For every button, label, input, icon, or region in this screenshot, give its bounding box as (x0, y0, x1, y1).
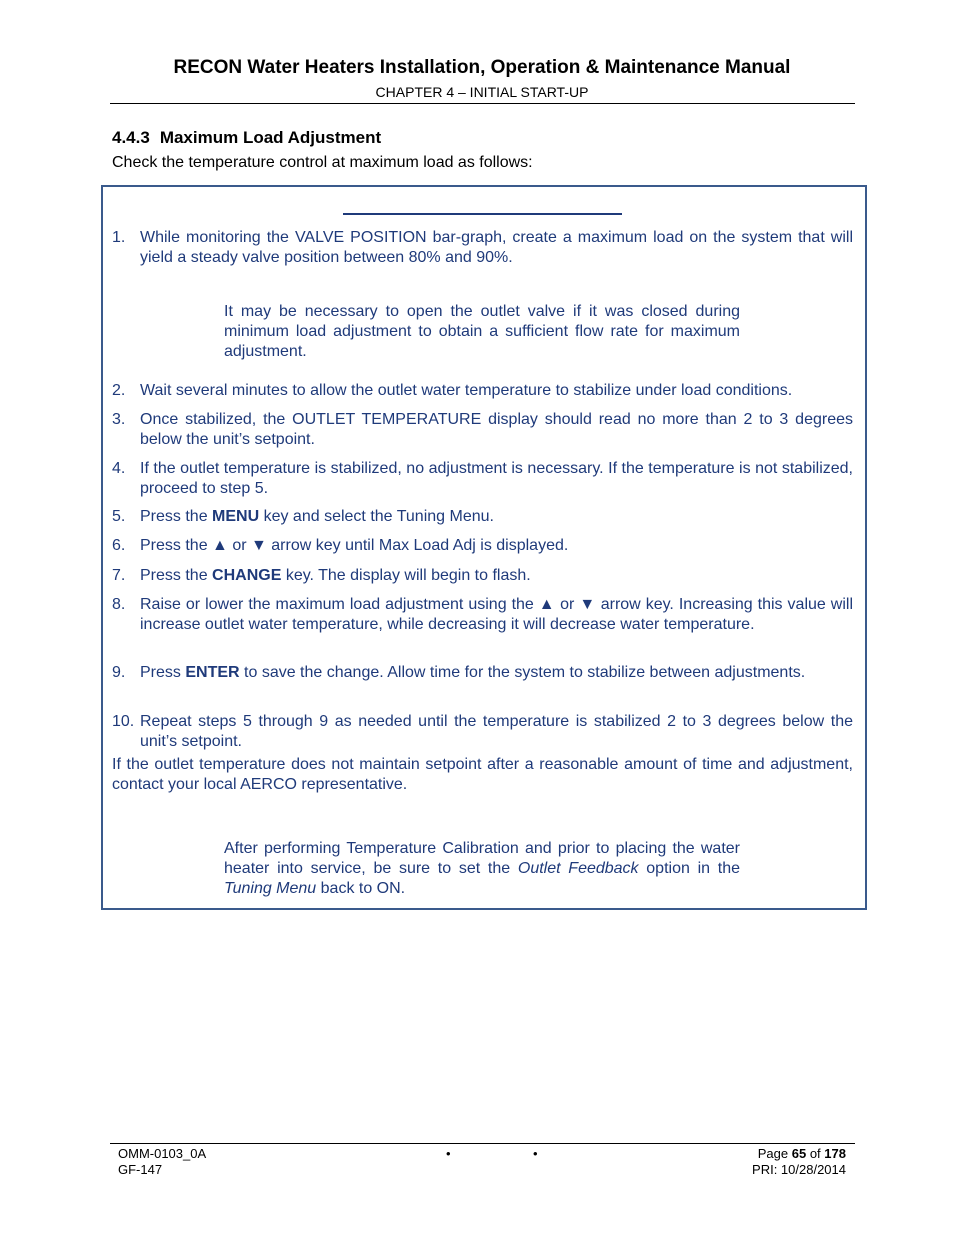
closing-paragraph: If the outlet temperature does not maintain setpoint after a reasonable amount of time and adjustment, contact your local AERCO representative. (112, 756, 853, 793)
step-text: Press the MENU key and select the Tuning Menu. (140, 508, 494, 525)
step-number: 2. (112, 382, 126, 399)
footer-doc-number: OMM-0103_0A (118, 1146, 207, 1161)
step-number: 9. (112, 664, 126, 681)
step-text: If the outlet temperature is stabilized, no adjustment is necessary. If the temperature is not stabilized, proceed to step 5. (140, 460, 853, 497)
footer-bullet-left: • (446, 1146, 451, 1161)
menu-key-label: MENU (212, 508, 260, 525)
section-heading (112, 127, 381, 148)
enter-key-label: ENTER (185, 664, 240, 681)
step-4 (112, 459, 853, 498)
outlet-valve-note: It may be necessary to open the outlet valve if it was closed during minimum load adjustment to obtain a sufficient flow rate for maximum adjustment. (224, 303, 740, 360)
step-text: Repeat steps 5 through 9 as needed until the temperature is stabilized 2 to 3 degrees below the unit’s setpoint. (140, 713, 853, 750)
step-5 (112, 507, 853, 527)
step-text: Press the CHANGE key. The display will begin to flash. (140, 567, 531, 584)
box-title-rule (343, 213, 622, 215)
step-number: 8. (112, 596, 126, 613)
header-rule (110, 103, 855, 104)
section-title: Maximum Load Adjustment (159, 128, 382, 147)
manual-title: RECON Water Heaters Installation, Operation & Maintenance Manual (173, 57, 791, 78)
footer-pri-date: PRI: 10/28/2014 (752, 1162, 846, 1177)
outlet-feedback-note: After performing Temperature Calibration and prior to placing the water heater into service, be sure to set the Outlet Feedback option in the Tuning Menu back to ON. (224, 840, 741, 897)
step-3 (112, 410, 853, 449)
step-number: 3. (112, 411, 126, 428)
step-1 (112, 228, 853, 267)
step-number: 7. (112, 567, 126, 584)
footer-bullet-right: • (533, 1146, 538, 1161)
step-number: 5. (112, 508, 126, 525)
step-9 (112, 663, 853, 683)
step-6 (112, 536, 853, 556)
step-number: 1. (112, 229, 126, 246)
chapter-title: CHAPTER 4 – INITIAL START-UP (375, 84, 589, 100)
step-text: Press ENTER to save the change. Allow time for the system to stabilize between adjustments. (140, 664, 806, 681)
step-7 (112, 566, 853, 586)
step-text: While monitoring the VALVE POSITION bar-graph, create a maximum load on the system that will yield a steady valve position between 80% and 90%. (140, 229, 853, 266)
step-number: 6. (112, 537, 126, 554)
section-number: 4.4.3 (112, 128, 150, 147)
step-text: Raise or lower the maximum load adjustment using the ▲ or ▼ arrow key. Increasing this value will increase outlet water temperature, while decreasing it will decrease water temperature. (140, 596, 853, 633)
step-number: 4. (112, 460, 126, 477)
footer-form-number: GF-147 (118, 1162, 163, 1177)
step-text: Press the ▲ or ▼ arrow key until Max Load Adj is displayed. (140, 537, 569, 554)
step-2 (112, 381, 853, 401)
change-key-label: CHANGE (212, 567, 282, 584)
section-intro: Check the temperature control at maximum load as follows: (112, 154, 533, 171)
step-8 (112, 595, 853, 634)
step-text: Wait several minutes to allow the outlet water temperature to stabilize under load conditions. (140, 382, 793, 399)
footer-rule (110, 1143, 855, 1144)
step-number: 10. (112, 713, 135, 730)
step-text: Once stabilized, the OUTLET TEMPERATURE display should read no more than 2 to 3 degrees below the unit’s setpoint. (140, 411, 853, 448)
step-10 (112, 712, 853, 751)
footer-page-number: Page 65 of 178 (757, 1146, 846, 1161)
